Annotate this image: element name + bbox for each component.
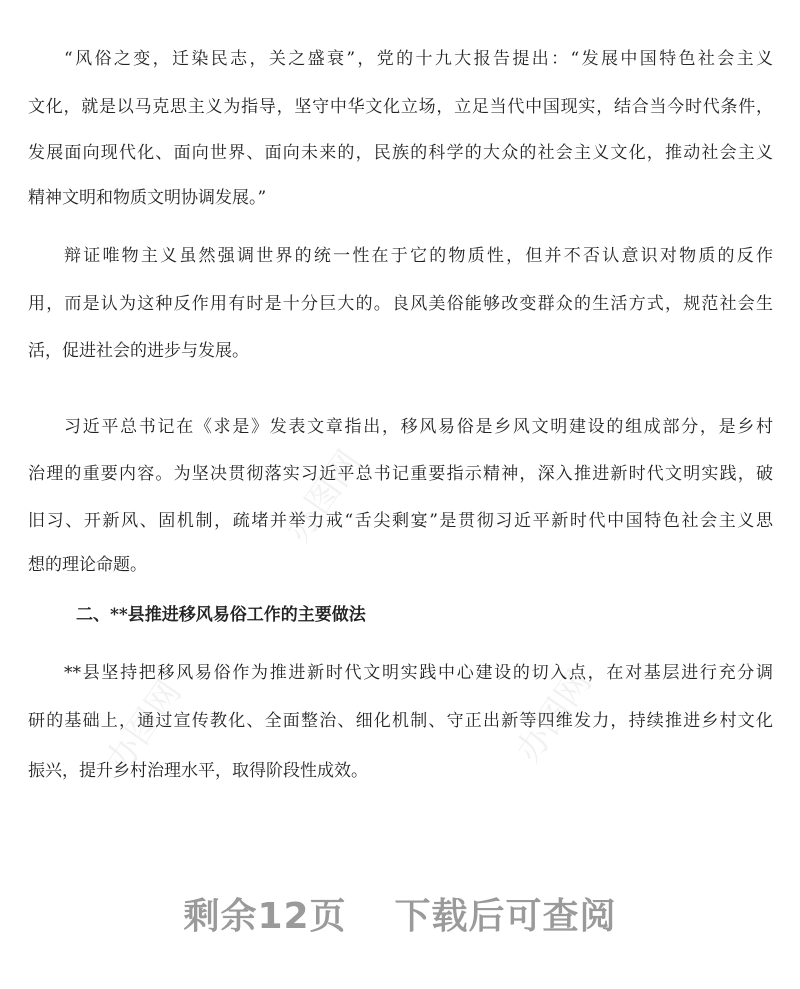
paragraph-line: “风俗之变，迁染民志，关之盛衰”，党的十九大报告提出：“发展中国特色社会主义: [64, 49, 773, 69]
paragraph-line: 活，促进社会的进步与发展。: [28, 341, 249, 361]
paragraph-line: 精神文明和物质文明协调发展。”: [28, 188, 267, 208]
download-to-view: 下载后可查阅: [394, 896, 617, 937]
paragraph-line: 习近平总书记在《求是》发表文章指出，移风易俗是乡风文明建设的组成部分，是乡村: [64, 417, 773, 437]
paragraph-line: 研的基础上，通过宣传教化、全面整治、细化机制、守正出新等四维发力，持续推进乡村文化: [28, 711, 773, 731]
paragraph-line: 旧习、开新风、固机制，疏堵并举力戒“舌尖剩宴”是贯彻习近平新时代中国特色社会主义思: [28, 511, 773, 531]
paragraph-line: **县坚持把移风易俗作为推进新时代文明实践中心建设的切入点，在对基层进行充分调: [64, 663, 773, 683]
paragraph-line: 想的理论命题。: [28, 555, 147, 575]
paragraph-line: 振兴，提升乡村治理水平，取得阶段性成效。: [28, 761, 368, 781]
paragraph-line: 用，而是认为这种反作用有时是十分巨大的。良风美俗能够改变群众的生活方式，规范社会生: [28, 294, 773, 314]
download-prompt: [0, 888, 800, 939]
paragraph-line: 文化，就是以马克思主义为指导，坚守中华文化立场，立足当代中国现实，结合当今时代条件，: [28, 97, 773, 117]
watermark: 办图网: [508, 663, 600, 770]
paragraph-line: 辩证唯物主义虽然强调世界的统一性在于它的物质性，但并不否认意识对物质的反作: [64, 246, 773, 266]
watermark: 办图网: [98, 673, 190, 780]
paragraph-line: 发展面向现代化、面向世界、面向未来的，民族的科学的大众的社会主义文化，推动社会主义: [28, 143, 773, 163]
remaining-pages: 剩余12页: [183, 896, 347, 937]
paragraph-line: 治理的重要内容。为坚决贯彻落实习近平总书记重要指示精神，深入推进新时代文明实践，破: [28, 464, 773, 484]
watermark: 办图网: [278, 443, 370, 550]
section-heading: 二、**县推进移风易俗工作的主要做法: [76, 605, 366, 625]
